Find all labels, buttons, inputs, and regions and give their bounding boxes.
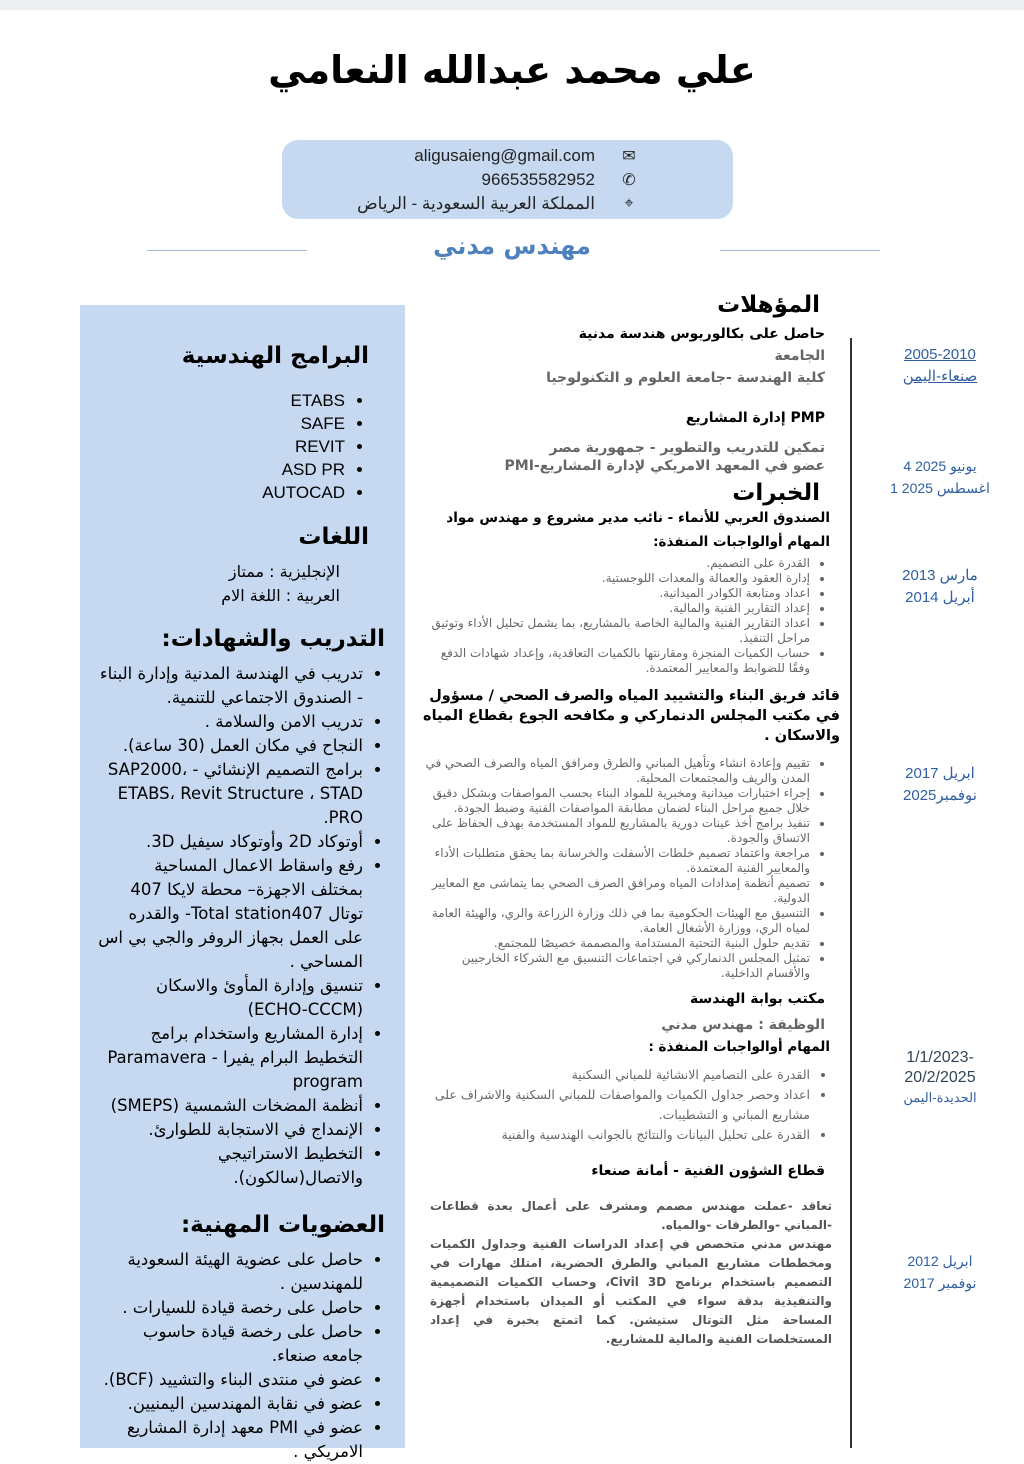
training-item: • رفع واسقاط الاعمال المساحية بمختلف الاجهزة– محطة لايكا 407 توتال Total station407- والقدره على العمل بجهاز الروفر والجي بي اس المساحي . [98, 854, 363, 974]
software-item: • AUTOCAD [98, 481, 345, 504]
university-label: الجامعة [774, 348, 825, 364]
task-item: • القدرة على التصاميم الانشائية للمباني السكنية [420, 1065, 810, 1085]
membership-item: • حاصل على رخصة قيادة للسيارات . [98, 1296, 363, 1320]
software-item: • REVIT [98, 435, 345, 458]
task-item: • اعداد التقارير الفنية والمالية الخاصة بالمشاريع، بما يشمل تحليل الأداء وتوثيق مراحل التنفيذ. [420, 616, 810, 646]
job1-tasks-label: المهام أوالواجبات المنفذة: [653, 534, 830, 550]
language-item: الإنجليزية : ممتاز [228, 562, 340, 581]
training-heading: التدريب والشهادات: [161, 626, 385, 652]
membership-item: • عضو في PMI معهد إدارة المشاريع الامريكي . [98, 1416, 363, 1464]
job2-title: قائد فريق البناء والتشييد المياه والصرف الصحي / مسؤول في مكتب المجلس الدنماركي و مكافحه الجوع بقطاع المياه والاسكان . [423, 688, 840, 744]
task-item: • اعداد وحصر جداول الكميات والمواصفات للمباني السكنية والاشراف على مشاريع المباني و التشطيبات. [420, 1085, 810, 1125]
job2-tasks [420, 756, 840, 981]
degree: حاصل على بكالوريوس هندسة مدنية [578, 326, 825, 342]
job1-tasks [420, 556, 840, 676]
task-item: • مراجعة واعتماد تصميم خلطات الأسفلت والخرسانة بما يحقق متطلبات الأداء والمعايير الفنية المعتمدة. [420, 846, 810, 876]
membership-item: • عضو في نقابة المهندسين اليمنيين. [98, 1392, 363, 1416]
date-line: 20/2/2025 [904, 1069, 976, 1086]
task-item: • إدارة العقود والعمالة والمعدات اللوجستية. [420, 571, 810, 586]
job4-paragraph: تعاقد -عملت مهندس مصمم ومشرف على أعمال بعدة قطاعات -المباني -والطرقات -والمياه. [430, 1199, 832, 1232]
training-item: • تدريب في الهندسة المدنية وإدارة البناء - الصندوق الاجتماعي للتنمية. [98, 662, 363, 710]
job4-title: قطاع الشؤون الفنية - أمانة صنعاء [591, 1163, 825, 1179]
date-line: 1/1/2023- [906, 1049, 974, 1066]
training-item: • تنسيق وإدارة المأوئ والاسكان (ECHO-CCCM) [98, 974, 363, 1022]
task-item: • اعداد ومتابعة الكوادر الميدانية. [420, 586, 810, 601]
date-line: أبريل 2014 [905, 589, 975, 606]
job4-paragraph: مهندس مدني متخصص في إعداد الدراسات الفنية وجداول الكميات ومخططات مشاريع المباني والطرق الحضرية، امتلك مهارات في التصميم باستخدام برنامج Civil 3D، وحساب الكميات التصميمية والتنفيذية بدقة سواء في المكتب أو الميدان باستخدام أجهزة المساحة مثل التوتال ستيشن. كما اتمتع بخبرة في إعداد المستخلصات الفنية والمالية للمشاريع. [430, 1237, 832, 1346]
task-item: • تقييم وإعادة انشاء وتأهيل المباني والطرق ومرافق المياه والصرف الصحي في المدن والريف والمجتمعات المحلية. [420, 756, 810, 786]
date-line: الحديدة-اليمن [903, 1090, 977, 1105]
university: كلية الهندسة -جامعة العلوم و التكنولوجيا [546, 370, 825, 386]
task-item: • تصميم أنظمة إمدادات المياه ومرافق الصرف الصحي بما يتماشى مع المعايير الدولية. [420, 876, 810, 906]
job1-dates [880, 565, 1000, 609]
task-item: • تمثيل المجلس الدنماركي في اجتماعات التنسيق مع الشركاء الخارجيين والأقسام الداخلية. [420, 951, 810, 981]
training-item: • برامج التصميم الإنشائي - SAP2000، ETABS، Revit Structure ، STAD PRO. [98, 758, 363, 830]
candidate-name: علي محمد عبدالله النعامي [268, 48, 756, 92]
job2-dates [880, 763, 1000, 807]
sidebar [80, 305, 405, 1461]
task-item: • تقديم حلول البنية التحتية المستدامة والمصممة خصيصًا للمجتمع. [420, 936, 810, 951]
pmp-org: تمكين للتدريب والتطوير - جمهورية مصر [549, 440, 825, 456]
date-line: ابريل 2012 [907, 1253, 973, 1269]
task-item: • حساب الكميات المنجزة ومقارنتها بالكميات التعاقدية، وإعداد شهادات الدفع وفقًا للضوابط والمعايير المعتمدة. [420, 646, 810, 676]
date-line: صنعاء-اليمن [902, 368, 978, 385]
training-list [98, 662, 385, 1190]
degree-dates [880, 344, 1000, 388]
timeline-line [850, 338, 852, 1448]
task-item: • إعداد التقارير الفنية والمالية. [420, 601, 810, 616]
date-line: 1 اغسطس 2025 [890, 480, 990, 496]
software-list [98, 389, 385, 504]
job4-dates [880, 1250, 1000, 1294]
date-line: 2005-2010 [904, 346, 976, 363]
main-content [420, 292, 840, 1349]
membership-item: • حاصل على عضوية الهيئة السعودية للمهندسين . [98, 1248, 363, 1296]
date-line: 4 يونيو 2025 [903, 458, 977, 474]
contact-box [282, 140, 733, 219]
phone[interactable]: 966535582952 [481, 170, 595, 189]
languages-heading: اللغات [298, 524, 369, 550]
date-line: نوفمبر2025 [903, 787, 977, 804]
job3-tasks [420, 1065, 840, 1145]
training-item: • أنظمة المضخات الشمسية (SMEPS) [98, 1094, 363, 1118]
top-bar [0, 0, 1024, 10]
experience-heading: الخبرات [732, 480, 820, 506]
job1-title: الصندوق العربي للأنماء - نائب مدير مشروع و مهندس مواد [446, 510, 830, 526]
job3-title: مكتب بوابة الهندسة [689, 991, 825, 1007]
task-item: • إجراء اختبارات ميدانية ومخبرية للمواد البناء بحسب المواصفات وبشكل دقيق خلال جميع مراحل البناء لضمان مطابقة المواصفات الفنية وضبط الجودة. [420, 786, 810, 816]
job3-role: مهندس مدني [661, 1017, 754, 1033]
pmp: PMP إدارة المشاريع [685, 410, 825, 426]
location-icon: ⌖ [624, 195, 634, 212]
qualifications-heading: المؤهلات [717, 292, 820, 318]
email[interactable]: aligusaieng@gmail.com [414, 146, 595, 165]
training-item: • التخطيط الاستراتيجي والاتصال(سالكون). [98, 1142, 363, 1190]
language-item: العربية : اللغة الام [221, 586, 340, 605]
task-item: • تنفيذ برامج أخذ عينات دورية بالمشاريع للمواد المستخدمة بهدف الحفاظ على الاتساق والجودة. [420, 816, 810, 846]
date-line: نوفمبر 2017 [903, 1275, 977, 1291]
training-item: • الإنمداج في الاستجابة للطوارئ. [98, 1118, 363, 1142]
pmp-dates [880, 455, 1000, 499]
job3-tasks-label: المهام أوالواجبات المنفذة : [648, 1039, 830, 1055]
task-item: • التنسيق مع الهيئات الحكومية بما في ذلك وزارة الزراعة والري، والهيئة العامة لمياه الري، ووزارة الأشغال العامة. [420, 906, 810, 936]
email-icon: ✉ [622, 148, 636, 165]
phone-icon: ✆ [622, 172, 636, 189]
training-item: • تدريب الامن والسلامة . [98, 710, 363, 734]
task-item: • القدرة على تحليل البيانات والنتائج بالجوانب الهندسية والفنية [420, 1125, 810, 1145]
job-title: مهندس مدني [433, 232, 591, 260]
software-item: • ASD PR [98, 458, 345, 481]
job3-role-label: الوظيفة : [758, 1017, 825, 1033]
membership-item: • عضو في منتدى البناء والتشييد (BCF). [98, 1368, 363, 1392]
membership-item: • حاصل على رخصة قيادة حاسوب جامعه صنعاء. [98, 1320, 363, 1368]
software-heading: البرامج الهندسية [181, 343, 369, 369]
job3-dates [880, 1048, 1000, 1108]
training-item: • النجاح في مكان العمل (30 ساعة). [98, 734, 363, 758]
date-line: مارس 2013 [902, 567, 978, 584]
location: المملكة العربية السعودية - الرياض [357, 194, 595, 213]
memberships-list [98, 1248, 385, 1464]
software-item: • SAFE [98, 412, 345, 435]
training-item: • إدارة المشاريع واستخدام برامج التخطيط البرام يفيرا - Paramavera program [98, 1022, 363, 1094]
task-item: • القدرة على التصميم. [420, 556, 810, 571]
pmi-membership: عضو في المعهد الامريكي لإدارة المشاريع-PMI [504, 458, 825, 474]
date-line: ابريل 2017 [905, 765, 975, 782]
memberships-heading: العضويات المهنية: [180, 1212, 385, 1238]
training-item: • أوتوكاد 2D وأوتوكاد سيفيل 3D. [98, 830, 363, 854]
software-item: • ETABS [98, 389, 345, 412]
